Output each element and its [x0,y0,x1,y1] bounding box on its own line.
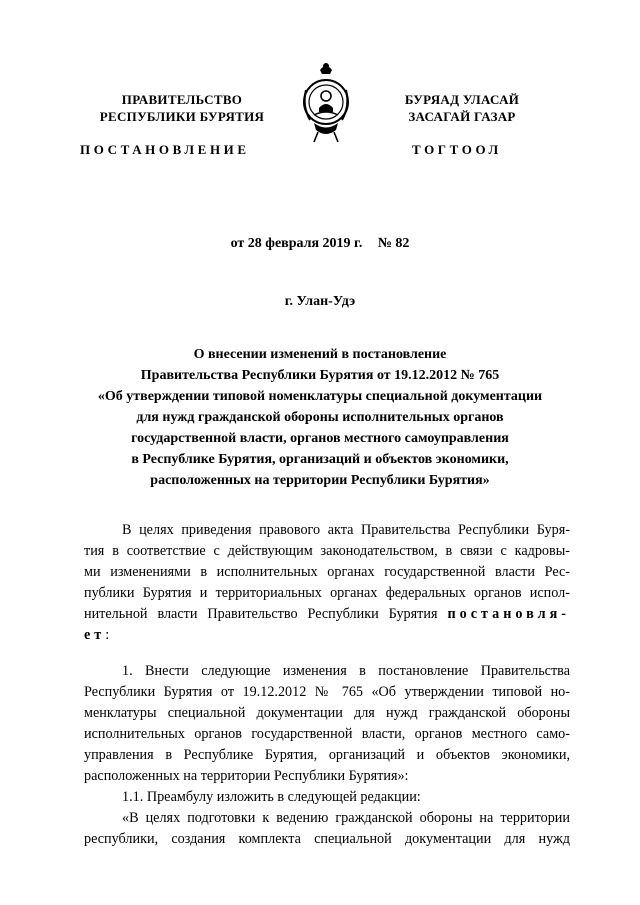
title-line: расположенных на территории Республики Бурятия» [150,473,490,488]
body-line: ми изменениями в исполнительных органах государственной власти Рес- [84,564,570,580]
emphasis-decree-end: ет [84,627,106,643]
header-left [92,91,272,125]
body-line-end [84,625,570,646]
body-line: 1. Внести следующие изменения в постановление Правительства [122,663,570,679]
body-line: Республики Бурятия от 19.12.2012 № 765 «Об утверждении типовой но- [84,684,570,700]
body-line-with-emphasis [84,604,570,625]
header-right-line-1: БУРЯАД УЛАСАЙ [404,92,520,107]
header-left-line-1: ПРАВИТЕЛЬСТВО [121,92,243,107]
title-line: в Республике Бурятия, организаций и объектов экономики, [131,452,509,467]
body-line: управления в Республике Бурятия, организаций и объектов экономики, [84,747,570,763]
paragraph-item-1 [84,661,570,850]
coat-of-arms-buryatia-icon [300,60,352,146]
title-line: О внесении изменений в постановление [193,347,447,362]
header-right [387,91,537,125]
body-line: исполнительных органов государственной власти, органов местного само- [84,726,570,742]
title-line: «Об утверждении типовой номенклатуры специальной документации [97,389,543,404]
document-number: № 82 [377,236,410,251]
body-line: менклатуры специальной документации для нужд гражданской обороны [84,705,570,721]
document-title [60,344,580,491]
quote-line: «В целях подготовки к ведению гражданской обороны на территории [122,810,570,826]
date-number-line [0,236,640,252]
header-right-line-2: ЗАСАГАЙ ГАЗАР [408,109,516,124]
body-line-text: нительной власти Правительство Республики Бурятия [84,606,438,622]
body-line: тия в соответствие с действующим законодательством, в связи с кадровы- [84,543,570,559]
title-line: государственной власти, органов местного самоуправления [131,431,509,446]
body-line: публики Бурятия и территориальных органах федеральных органов испол- [84,585,570,601]
header-left-line-2: РЕСПУБЛИКИ БУРЯТИЯ [99,109,265,124]
quote-line: республики, создания комплекта специальной документации для нужд [84,831,570,847]
body-line: В целях приведения правового акта Правительства Республики Буря- [122,522,570,538]
document-date: от 28 февраля 2019 г. [230,236,363,251]
title-line: Правительства Республики Бурятия от 19.12.2012 № 765 [140,368,500,383]
paragraph-preamble [84,520,570,646]
doc-type-ru: ПОСТАНОВЛЕНИЕ [80,142,250,157]
doc-type-bua: ТОГТООЛ [412,142,502,157]
emphasis-decree: постановля- [447,606,571,622]
document-city: г. Улан-Удэ [284,294,356,309]
item-1-1-line: 1.1. Преамбулу изложить в следующей редакции: [122,789,421,805]
colon: : [105,627,110,643]
body-line: расположенных на территории Республики Бурятия»: [84,768,409,784]
title-line: для нужд гражданской обороны исполнительных органов [136,410,504,425]
